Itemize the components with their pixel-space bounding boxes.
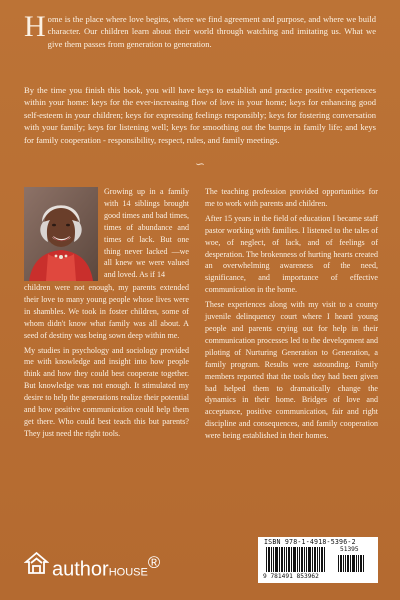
left-paragraph-2: My studies in psychology and sociology provided me with knowledge and insight into how people think and how they could best cooperate together. But knowledge was not enough. It stimulated my desire to help the generations realize their potential and how positive communication could help them get there. Who could best teach this but parents? They just need the right tools. [24,345,189,438]
left-column-bottom [24,282,189,443]
house-logo-icon [24,551,49,575]
ean-bars [266,547,330,572]
right-column [205,186,378,445]
price-bars [338,555,370,572]
publisher-logo [24,551,174,581]
isbn-number: ISBN 978-1-4918-5396-2 [264,538,356,546]
publisher-brand: author [52,558,109,581]
registered-mark: ® [147,553,161,572]
right-paragraph-2: After 15 years in the field of education I became staff pastor working with families. I listened to the tales of woe, of neglect, of lack, and of feelings of desperation. The brokenness of hurting hearts created an overwhelming awareness of the need, significance, and importance of effective communication in the home. [205,213,378,295]
right-paragraph-3: These experiences along with my visit to a county juvenile delinquency court where I heard young people and parents crying out for help in their communication processes led to the development and piloting of Nurturing Generation to Generation, a family program. Results were astounding. Family members reported that the tools they had been given had helped them to dramatically change the dynamics in their home. Bridges of love and acceptance, positive communication, fair and right discipline and consequences, and family cooperation were being established in their homes. [205,300,378,441]
left-paragraph-1: children were not enough, my parents extended their love to many young people whose lives were in shambles. We took in foster children, some of whom didn't know what family was all about. A seed of destiny was being sown deep within me. [24,283,189,340]
publisher-brand-highlight: HOUSE [108,566,148,579]
ean-number: 9 781491 853962 [263,573,319,580]
left-column-top: Growing up in a family with 14 siblings brought good times and bad times, times of abundance and times of lack. But one thing never lacked —we all knew we were valued and loved. As if 14 [104,187,189,280]
price-code: 51395 [340,546,359,553]
author-photo [24,187,98,281]
intro-text: ome is the place where love begins, where we find agreement and purpose, and where we build character. Our children learn about their world through watching and imitating us. What we give them passes from generation to generation. [47,14,376,49]
right-paragraph-1: The teaching profession provided opportunities for me to work with parents and children. [205,187,378,208]
drop-cap: H [24,10,46,43]
ornament-icon: ∽ [194,157,206,171]
publisher-name [52,551,160,585]
keys-paragraph: By the time you finish this book, you will have keys to establish and practice positive experiences within your home: keys for the ever-increasing flow of love in your home; keys for enhancing good self-esteem in your children; keys for expressing feelings responsibly; keys for fostering conversation with your family; keys for listening well; keys for smoothing out the bumps in family life; and keys for family cooperation - responsibility, respect, rules, and family meetings. [24,85,376,145]
intro-paragraph [24,10,376,50]
barcode [258,537,378,583]
